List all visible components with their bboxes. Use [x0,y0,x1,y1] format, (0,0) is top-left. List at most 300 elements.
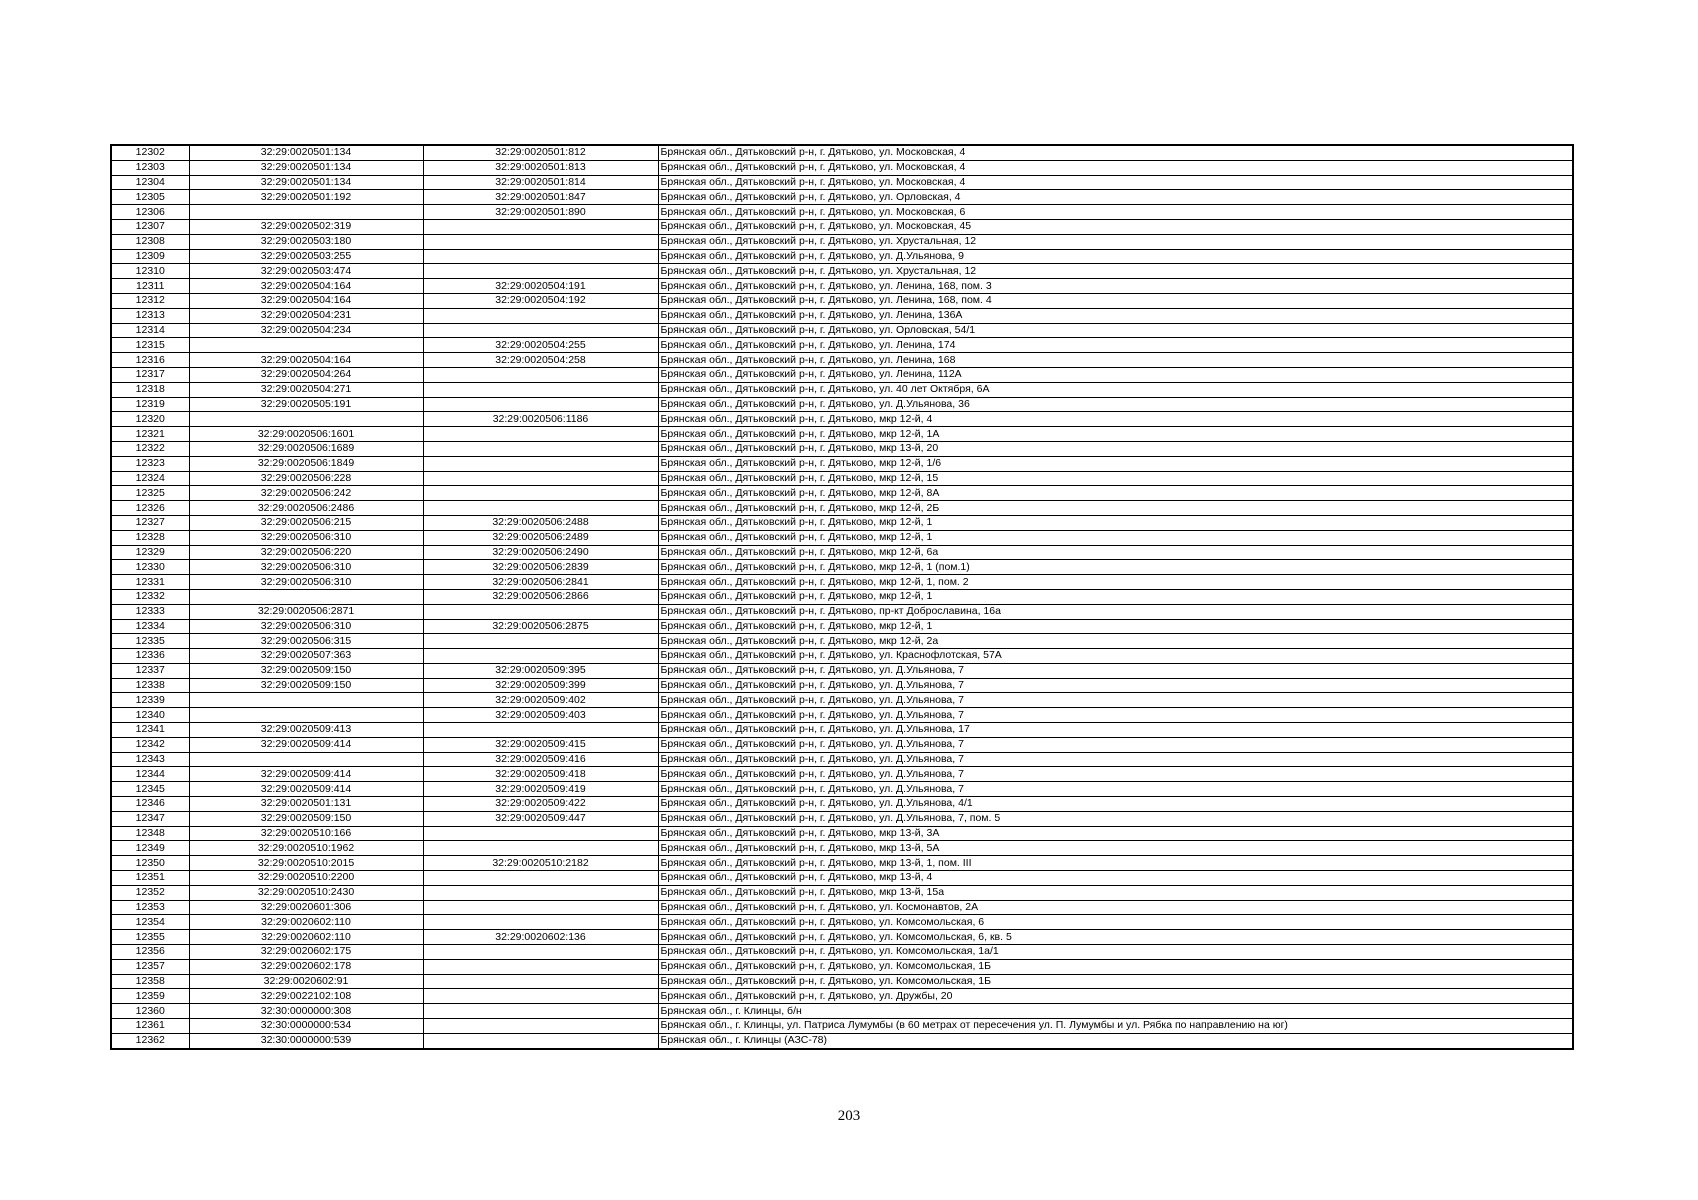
table-row [111,160,1573,175]
cadastral-number-cell: 32:29:0020501:134 [189,145,423,160]
row-number-cell: 12315 [111,338,189,353]
row-number-cell: 12339 [111,693,189,708]
object-cadastral-number-cell: 32:29:0020509:403 [423,708,658,723]
table-row [111,264,1573,279]
address-cell: Брянская обл., Дятьковский р-н, г. Дятьково, ул. Комсомольская, 6, кв. 5 [658,930,1573,945]
address-cell: Брянская обл., Дятьковский р-н, г. Дятьково, ул. Московская, 4 [658,145,1573,160]
table-row [111,841,1573,856]
object-cadastral-number-cell: 32:29:0020501:813 [423,160,658,175]
address-cell: Брянская обл., Дятьковский р-н, г. Дятьково, мкр 12-й, 4 [658,412,1573,427]
address-cell: Брянская обл., Дятьковский р-н, г. Дятьково, ул. Д.Ульянова, 7 [658,752,1573,767]
object-cadastral-number-cell [423,826,658,841]
address-cell: Брянская обл., Дятьковский р-н, г. Дятьково, ул. Дружбы, 20 [658,989,1573,1004]
table-row [111,560,1573,575]
object-cadastral-number-cell: 32:29:0020509:419 [423,782,658,797]
object-cadastral-number-cell: 32:29:0020504:255 [423,338,658,353]
cadastral-number-cell: 32:29:0020503:474 [189,264,423,279]
object-cadastral-number-cell [423,308,658,323]
cadastral-number-cell: 32:29:0020506:310 [189,619,423,634]
row-number-cell: 12333 [111,604,189,619]
row-number-cell: 12338 [111,678,189,693]
row-number-cell: 12354 [111,915,189,930]
cadastral-number-cell [189,752,423,767]
cadastral-number-cell: 32:29:0020503:180 [189,234,423,249]
table-row [111,323,1573,338]
cadastral-number-cell: 32:29:0020506:1849 [189,456,423,471]
cadastral-number-cell: 32:29:0020504:234 [189,323,423,338]
row-number-cell: 12308 [111,234,189,249]
row-number-cell: 12317 [111,367,189,382]
row-number-cell: 12340 [111,708,189,723]
table-row [111,634,1573,649]
address-cell: Брянская обл., Дятьковский р-н, г. Дятьково, ул. Ленина, 168 [658,353,1573,368]
row-number-cell: 12311 [111,279,189,294]
table-row [111,649,1573,664]
row-number-cell: 12325 [111,486,189,501]
object-cadastral-number-cell [423,323,658,338]
address-cell: Брянская обл., Дятьковский р-н, г. Дятьково, мкр 13-й, 4 [658,871,1573,886]
cadastral-number-cell: 32:29:0020509:150 [189,811,423,826]
address-cell: Брянская обл., Дятьковский р-н, г. Дятьково, ул. Комсомольская, 1а/1 [658,945,1573,960]
table-row [111,234,1573,249]
object-cadastral-number-cell: 32:29:0020506:2866 [423,589,658,604]
object-cadastral-number-cell [423,945,658,960]
row-number-cell: 12304 [111,175,189,190]
row-number-cell: 12314 [111,323,189,338]
cadastral-number-cell: 32:30:0000000:308 [189,1004,423,1019]
row-number-cell: 12302 [111,145,189,160]
address-cell: Брянская обл., Дятьковский р-н, г. Дятьково, ул. Хрустальная, 12 [658,234,1573,249]
table-row [111,900,1573,915]
address-cell: Брянская обл., Дятьковский р-н, г. Дятьково, мкр 12-й, 1 [658,515,1573,530]
object-cadastral-number-cell [423,471,658,486]
table-row [111,723,1573,738]
object-cadastral-number-cell [423,974,658,989]
cadastral-number-cell: 32:29:0022102:108 [189,989,423,1004]
row-number-cell: 12358 [111,974,189,989]
address-cell: Брянская обл., Дятьковский р-н, г. Дятьково, ул. Московская, 4 [658,175,1573,190]
cadastral-number-cell: 32:29:0020501:131 [189,797,423,812]
row-number-cell: 12330 [111,560,189,575]
address-cell: Брянская обл., Дятьковский р-н, г. Дятьково, ул. Д.Ульянова, 17 [658,723,1573,738]
table-row [111,145,1573,160]
object-cadastral-number-cell [423,959,658,974]
cadastral-number-cell: 32:29:0020502:319 [189,219,423,234]
address-cell: Брянская обл., г. Клинцы, б/н [658,1004,1573,1019]
table-row [111,279,1573,294]
address-cell: Брянская обл., Дятьковский р-н, г. Дятьково, ул. Комсомольская, 1Б [658,959,1573,974]
row-number-cell: 12310 [111,264,189,279]
object-cadastral-number-cell [423,382,658,397]
address-cell: Брянская обл., Дятьковский р-н, г. Дятьково, ул. Д.Ульянова, 7 [658,678,1573,693]
table-row [111,190,1573,205]
table-row [111,249,1573,264]
row-number-cell: 12303 [111,160,189,175]
object-cadastral-number-cell: 32:29:0020501:812 [423,145,658,160]
address-cell: Брянская обл., Дятьковский р-н, г. Дятьково, ул. Московская, 45 [658,219,1573,234]
cadastral-number-cell: 32:29:0020506:215 [189,515,423,530]
address-cell: Брянская обл., Дятьковский р-н, г. Дятьково, мкр 12-й, 6а [658,545,1573,560]
cadastral-number-cell: 32:29:0020602:110 [189,930,423,945]
table-row [111,989,1573,1004]
row-number-cell: 12312 [111,293,189,308]
table-row [111,915,1573,930]
object-cadastral-number-cell: 32:29:0020602:136 [423,930,658,945]
table-row [111,353,1573,368]
object-cadastral-number-cell: 32:29:0020506:2875 [423,619,658,634]
table-row [111,663,1573,678]
cadastral-number-cell: 32:29:0020507:363 [189,649,423,664]
table-row [111,959,1573,974]
address-cell: Брянская обл., Дятьковский р-н, г. Дятьково, мкр 13-й, 15а [658,885,1573,900]
cadastral-number-cell: 32:29:0020510:2015 [189,856,423,871]
cadastral-number-cell: 32:29:0020509:413 [189,723,423,738]
cadastral-number-cell: 32:29:0020602:175 [189,945,423,960]
cadastral-number-cell: 32:30:0000000:534 [189,1019,423,1034]
row-number-cell: 12352 [111,885,189,900]
cadastral-number-cell [189,412,423,427]
row-number-cell: 12324 [111,471,189,486]
object-cadastral-number-cell [423,634,658,649]
table-row [111,427,1573,442]
table-row [111,693,1573,708]
object-cadastral-number-cell [423,723,658,738]
cadastral-number-cell: 32:29:0020509:150 [189,678,423,693]
address-cell: Брянская обл., Дятьковский р-н, г. Дятьково, ул. Ленина, 174 [658,338,1573,353]
address-cell: Брянская обл., Дятьковский р-н, г. Дятьково, мкр 13-й, 20 [658,441,1573,456]
address-cell: Брянская обл., Дятьковский р-н, г. Дятьково, ул. Московская, 4 [658,160,1573,175]
object-cadastral-number-cell: 32:29:0020509:447 [423,811,658,826]
row-number-cell: 12349 [111,841,189,856]
cadastral-number-cell: 32:29:0020504:164 [189,353,423,368]
address-cell: Брянская обл., Дятьковский р-н, г. Дятьково, ул. Ленина, 136А [658,308,1573,323]
table-row [111,293,1573,308]
object-cadastral-number-cell: 32:29:0020504:191 [423,279,658,294]
row-number-cell: 12347 [111,811,189,826]
object-cadastral-number-cell [423,456,658,471]
cadastral-number-cell: 32:29:0020510:2200 [189,871,423,886]
row-number-cell: 12359 [111,989,189,1004]
address-cell: Брянская обл., Дятьковский р-н, г. Дятьково, ул. Д.Ульянова, 7 [658,767,1573,782]
cadastral-number-cell [189,205,423,220]
address-cell: Брянская обл., Дятьковский р-н, г. Дятьково, мкр 13-й, 3А [658,826,1573,841]
row-number-cell: 12328 [111,530,189,545]
cadastral-number-cell: 32:29:0020506:228 [189,471,423,486]
object-cadastral-number-cell: 32:29:0020506:2839 [423,560,658,575]
address-cell: Брянская обл., Дятьковский р-н, г. Дятьково, ул. Д.Ульянова, 7 [658,782,1573,797]
cadastral-number-cell: 32:29:0020506:310 [189,560,423,575]
table-row [111,1033,1573,1048]
row-number-cell: 12353 [111,900,189,915]
object-cadastral-number-cell: 32:29:0020501:890 [423,205,658,220]
address-cell: Брянская обл., Дятьковский р-н, г. Дятьково, ул. Ленина, 168, пом. 4 [658,293,1573,308]
row-number-cell: 12360 [111,1004,189,1019]
row-number-cell: 12313 [111,308,189,323]
table-row [111,782,1573,797]
table-row [111,811,1573,826]
table-row [111,737,1573,752]
object-cadastral-number-cell [423,397,658,412]
cadastral-number-cell: 32:29:0020506:2871 [189,604,423,619]
cadastral-number-cell: 32:29:0020503:255 [189,249,423,264]
address-cell: Брянская обл., Дятьковский р-н, г. Дятьково, мкр 12-й, 8А [658,486,1573,501]
cadastral-number-cell: 32:29:0020504:164 [189,279,423,294]
row-number-cell: 12320 [111,412,189,427]
cadastral-number-cell: 32:29:0020506:1689 [189,441,423,456]
row-number-cell: 12348 [111,826,189,841]
object-cadastral-number-cell [423,219,658,234]
address-cell: Брянская обл., Дятьковский р-н, г. Дятьково, мкр 12-й, 1А [658,427,1573,442]
cadastral-number-cell: 32:29:0020504:264 [189,367,423,382]
table-row [111,515,1573,530]
table-row [111,1004,1573,1019]
cadastral-number-cell: 32:29:0020506:310 [189,575,423,590]
object-cadastral-number-cell [423,1004,658,1019]
cadastral-number-cell: 32:29:0020509:150 [189,663,423,678]
cadastral-number-cell: 32:29:0020506:315 [189,634,423,649]
cadastral-number-cell [189,708,423,723]
table-row [111,619,1573,634]
table-row [111,367,1573,382]
object-cadastral-number-cell [423,367,658,382]
row-number-cell: 12357 [111,959,189,974]
address-cell: Брянская обл., Дятьковский р-н, г. Дятьково, мкр 12-й, 15 [658,471,1573,486]
table-row [111,175,1573,190]
object-cadastral-number-cell: 32:29:0020501:847 [423,190,658,205]
row-number-cell: 12305 [111,190,189,205]
object-cadastral-number-cell: 32:29:0020506:2841 [423,575,658,590]
row-number-cell: 12335 [111,634,189,649]
object-cadastral-number-cell: 32:29:0020506:2490 [423,545,658,560]
object-cadastral-number-cell [423,249,658,264]
address-cell: Брянская обл., Дятьковский р-н, г. Дятьково, мкр 13-й, 1, пом. III [658,856,1573,871]
row-number-cell: 12344 [111,767,189,782]
cadastral-number-cell: 32:29:0020501:134 [189,175,423,190]
row-number-cell: 12309 [111,249,189,264]
object-cadastral-number-cell [423,900,658,915]
cadastral-number-cell: 32:29:0020504:231 [189,308,423,323]
address-cell: Брянская обл., Дятьковский р-н, г. Дятьково, ул. Комсомольская, 6 [658,915,1573,930]
address-cell: Брянская обл., Дятьковский р-н, г. Дятьково, ул. Комсомольская, 1Б [658,974,1573,989]
cadastral-number-cell: 32:29:0020509:414 [189,737,423,752]
row-number-cell: 12323 [111,456,189,471]
address-cell: Брянская обл., г. Клинцы, ул. Патриса Лумумбы (в 60 метрах от пересечения ул. П. Лумумбы и ул. Рябка по направлению на юг) [658,1019,1573,1034]
cadastral-number-cell: 32:29:0020602:91 [189,974,423,989]
address-cell: Брянская обл., Дятьковский р-н, г. Дятьково, пр-кт Доброславина, 16а [658,604,1573,619]
object-cadastral-number-cell [423,604,658,619]
cadastral-number-cell: 32:29:0020509:414 [189,767,423,782]
object-cadastral-number-cell [423,885,658,900]
table-row [111,945,1573,960]
table-row [111,589,1573,604]
cadastral-number-cell: 32:29:0020601:306 [189,900,423,915]
table-row [111,338,1573,353]
address-cell: Брянская обл., Дятьковский р-н, г. Дятьково, ул. 40 лет Октября, 6А [658,382,1573,397]
table-row [111,826,1573,841]
table-row [111,974,1573,989]
object-cadastral-number-cell [423,264,658,279]
cadastral-number-cell: 32:29:0020505:191 [189,397,423,412]
row-number-cell: 12346 [111,797,189,812]
address-cell: Брянская обл., Дятьковский р-н, г. Дятьково, ул. Ленина, 168, пом. 3 [658,279,1573,294]
table-row [111,767,1573,782]
object-cadastral-number-cell [423,234,658,249]
address-cell: Брянская обл., Дятьковский р-н, г. Дятьково, ул. Космонавтов, 2А [658,900,1573,915]
object-cadastral-number-cell: 32:29:0020509:402 [423,693,658,708]
address-cell: Брянская обл., Дятьковский р-н, г. Дятьково, ул. Московская, 6 [658,205,1573,220]
row-number-cell: 12318 [111,382,189,397]
address-cell: Брянская обл., Дятьковский р-н, г. Дятьково, мкр 12-й, 1/6 [658,456,1573,471]
cadastral-number-cell: 32:29:0020510:1962 [189,841,423,856]
cadastral-number-cell: 32:29:0020504:271 [189,382,423,397]
table-row [111,530,1573,545]
object-cadastral-number-cell: 32:29:0020509:418 [423,767,658,782]
object-cadastral-number-cell [423,441,658,456]
row-number-cell: 12321 [111,427,189,442]
object-cadastral-number-cell: 32:29:0020509:395 [423,663,658,678]
row-number-cell: 12332 [111,589,189,604]
row-number-cell: 12316 [111,353,189,368]
row-number-cell: 12327 [111,515,189,530]
table-row [111,205,1573,220]
table-row [111,397,1573,412]
table-row [111,471,1573,486]
table-row [111,219,1573,234]
cadastral-number-cell: 32:29:0020509:414 [189,782,423,797]
table-row [111,752,1573,767]
row-number-cell: 12362 [111,1033,189,1048]
address-cell: Брянская обл., Дятьковский р-н, г. Дятьково, ул. Хрустальная, 12 [658,264,1573,279]
address-cell: Брянская обл., Дятьковский р-н, г. Дятьково, ул. Орловская, 4 [658,190,1573,205]
row-number-cell: 12326 [111,501,189,516]
cadastral-number-cell: 32:29:0020510:166 [189,826,423,841]
cadastral-number-cell [189,338,423,353]
table-row [111,708,1573,723]
object-cadastral-number-cell: 32:29:0020506:2489 [423,530,658,545]
cadastral-number-cell: 32:29:0020506:2486 [189,501,423,516]
table-row [111,678,1573,693]
object-cadastral-number-cell [423,915,658,930]
object-cadastral-number-cell [423,649,658,664]
row-number-cell: 12345 [111,782,189,797]
cadastral-number-cell [189,589,423,604]
table-row [111,486,1573,501]
address-cell: Брянская обл., Дятьковский р-н, г. Дятьково, ул. Д.Ульянова, 7 [658,693,1573,708]
address-cell: Брянская обл., Дятьковский р-н, г. Дятьково, мкр 12-й, 1 [658,530,1573,545]
table-body [111,145,1573,1049]
row-number-cell: 12350 [111,856,189,871]
row-number-cell: 12356 [111,945,189,960]
object-cadastral-number-cell [423,427,658,442]
address-cell: Брянская обл., Дятьковский р-н, г. Дятьково, мкр 12-й, 1 [658,619,1573,634]
object-cadastral-number-cell: 32:29:0020509:416 [423,752,658,767]
table-row [111,412,1573,427]
object-cadastral-number-cell: 32:29:0020509:399 [423,678,658,693]
object-cadastral-number-cell: 32:29:0020509:415 [423,737,658,752]
table-row [111,885,1573,900]
address-cell: Брянская обл., Дятьковский р-н, г. Дятьково, мкр 13-й, 5А [658,841,1573,856]
object-cadastral-number-cell: 32:29:0020506:2488 [423,515,658,530]
address-cell: Брянская обл., Дятьковский р-н, г. Дятьково, ул. Д.Ульянова, 7 [658,708,1573,723]
cadastral-number-cell: 32:29:0020602:110 [189,915,423,930]
table-row [111,856,1573,871]
table-row [111,382,1573,397]
cadastral-number-cell: 32:29:0020506:242 [189,486,423,501]
cadastral-number-cell [189,693,423,708]
row-number-cell: 12341 [111,723,189,738]
address-cell: Брянская обл., Дятьковский р-н, г. Дятьково, ул. Д.Ульянова, 36 [658,397,1573,412]
object-cadastral-number-cell [423,501,658,516]
object-cadastral-number-cell: 32:29:0020504:192 [423,293,658,308]
cadastral-number-cell: 32:29:0020501:192 [189,190,423,205]
address-cell: Брянская обл., Дятьковский р-н, г. Дятьково, ул. Ленина, 112А [658,367,1573,382]
cadastral-number-cell: 32:29:0020501:134 [189,160,423,175]
cadastral-number-cell: 32:30:0000000:539 [189,1033,423,1048]
table-row [111,604,1573,619]
row-number-cell: 12355 [111,930,189,945]
cadastral-number-cell: 32:29:0020602:178 [189,959,423,974]
address-cell: Брянская обл., Дятьковский р-н, г. Дятьково, ул. Орловская, 54/1 [658,323,1573,338]
address-cell: Брянская обл., Дятьковский р-н, г. Дятьково, ул. Д.Ульянова, 7 [658,737,1573,752]
address-cell: Брянская обл., Дятьковский р-н, г. Дятьково, мкр 12-й, 1 (пом.1) [658,560,1573,575]
address-cell: Брянская обл., Дятьковский р-н, г. Дятьково, ул. Д.Ульянова, 4/1 [658,797,1573,812]
table-row [111,501,1573,516]
object-cadastral-number-cell [423,841,658,856]
row-number-cell: 12343 [111,752,189,767]
row-number-cell: 12334 [111,619,189,634]
row-number-cell: 12331 [111,575,189,590]
object-cadastral-number-cell [423,871,658,886]
page-number: 203 [837,1108,861,1124]
address-cell: Брянская обл., Дятьковский р-н, г. Дятьково, мкр 12-й, 2а [658,634,1573,649]
table-row [111,1019,1573,1034]
row-number-cell: 12319 [111,397,189,412]
object-cadastral-number-cell: 32:29:0020509:422 [423,797,658,812]
address-cell: Брянская обл., Дятьковский р-н, г. Дятьково, мкр 12-й, 1 [658,589,1573,604]
cadastral-table [110,144,1574,1050]
row-number-cell: 12322 [111,441,189,456]
object-cadastral-number-cell: 32:29:0020501:814 [423,175,658,190]
table-row [111,545,1573,560]
table-row [111,871,1573,886]
cadastral-number-cell: 32:29:0020510:2430 [189,885,423,900]
object-cadastral-number-cell: 32:29:0020506:1186 [423,412,658,427]
address-cell: Брянская обл., Дятьковский р-н, г. Дятьково, ул. Д.Ульянова, 9 [658,249,1573,264]
table-row [111,930,1573,945]
row-number-cell: 12336 [111,649,189,664]
table-row [111,441,1573,456]
cadastral-number-cell: 32:29:0020506:220 [189,545,423,560]
object-cadastral-number-cell: 32:29:0020510:2182 [423,856,658,871]
row-number-cell: 12361 [111,1019,189,1034]
table-row [111,575,1573,590]
row-number-cell: 12307 [111,219,189,234]
table-row [111,797,1573,812]
cadastral-number-cell: 32:29:0020506:1601 [189,427,423,442]
row-number-cell: 12329 [111,545,189,560]
address-cell: Брянская обл., Дятьковский р-н, г. Дятьково, мкр 12-й, 2Б [658,501,1573,516]
address-cell: Брянская обл., Дятьковский р-н, г. Дятьково, ул. Д.Ульянова, 7, пом. 5 [658,811,1573,826]
row-number-cell: 12351 [111,871,189,886]
address-cell: Брянская обл., Дятьковский р-н, г. Дятьково, мкр 12-й, 1, пом. 2 [658,575,1573,590]
row-number-cell: 12337 [111,663,189,678]
object-cadastral-number-cell [423,1019,658,1034]
table-row [111,308,1573,323]
address-cell: Брянская обл., Дятьковский р-н, г. Дятьково, ул. Краснофлотская, 57А [658,649,1573,664]
cadastral-number-cell: 32:29:0020506:310 [189,530,423,545]
address-cell: Брянская обл., г. Клинцы (АЗС-78) [658,1033,1573,1048]
table-row [111,456,1573,471]
